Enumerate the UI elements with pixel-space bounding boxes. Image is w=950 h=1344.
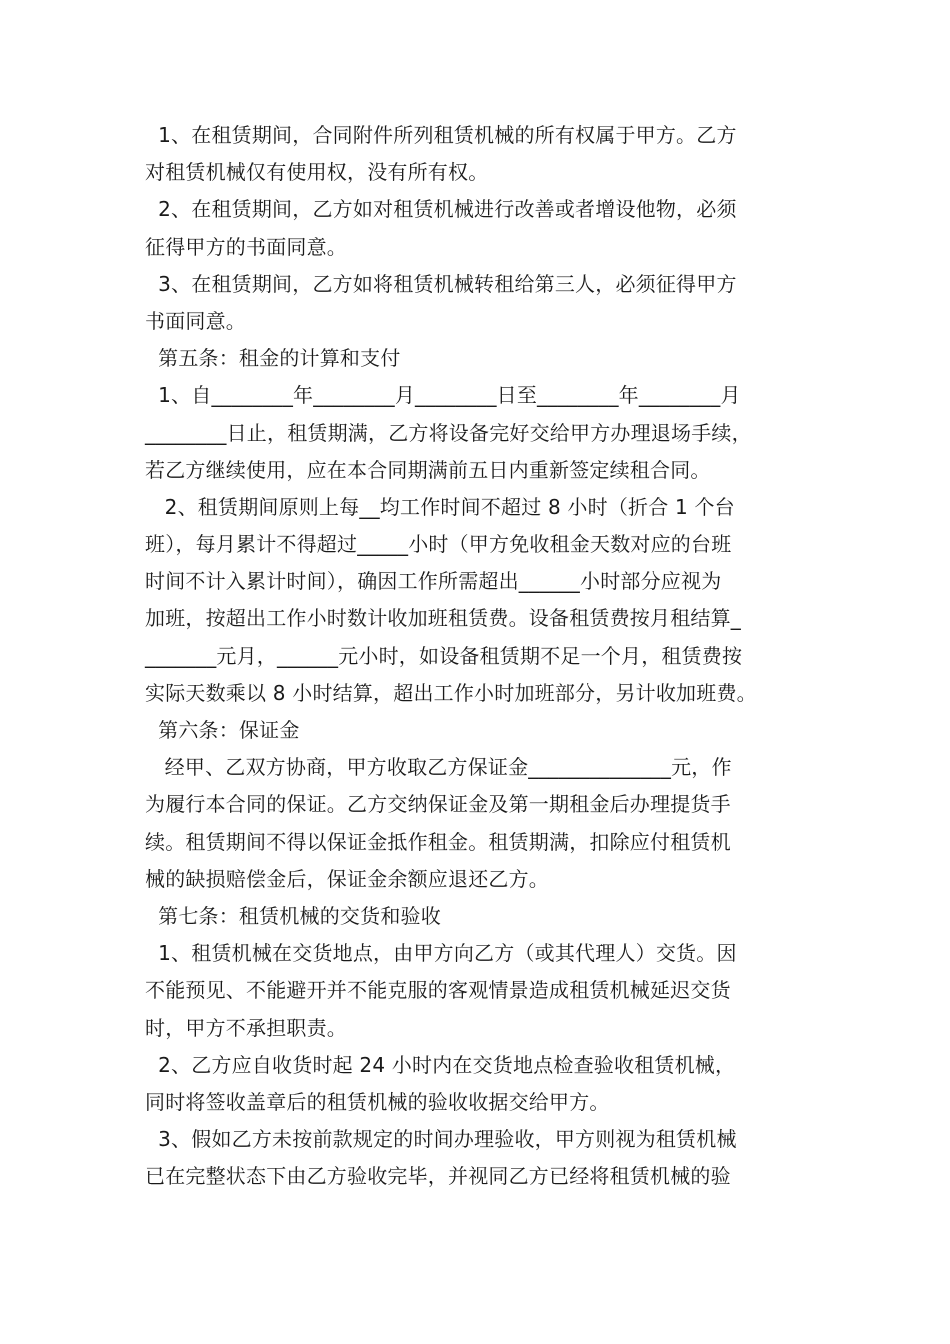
text-line: 征得甲方的书面同意。 [145, 234, 347, 259]
section-heading: 第七条：租赁机械的交货和验收 [145, 903, 441, 928]
text-line: 已在完整状态下由乙方验收完毕，并视同乙方已经将租赁机械的验 [145, 1164, 731, 1189]
text-line: 3、在租赁期间，乙方如将租赁机械转租给第三人，必须征得甲方 [145, 271, 737, 296]
text-line: 1、在租赁期间，合同附件所列租赁机械的所有权属于甲方。乙方 [145, 123, 737, 147]
text-line: 班），每月累计不得超过_____小时（甲方免收租金天数对应的台班 [145, 532, 732, 557]
text-line: _______元月，______元小时，如设备租赁期不足一个月，租赁费按 [145, 643, 743, 668]
text-line: ________日止，租赁期满，乙方将设备完好交给甲方办理退场手续， [145, 420, 752, 445]
text-line: 对租赁机械仅有使用权，没有所有权。 [145, 160, 489, 185]
text-line: 实际天数乘以 8 小时结算，超出工作小时加班部分，另计收加班费。 [145, 680, 757, 705]
text-line: 加班，按超出工作小时数计收加班租赁费。设备租赁费按月租结算_ [145, 606, 741, 631]
text-line: 续。租赁期间不得以保证金抵作租金。租赁期满，扣除应付租赁机 [145, 829, 731, 854]
text-line: 不能预见、不能避开并不能克服的客观情景造成租赁机械延迟交货 [145, 978, 731, 1003]
text-line: 2、在租赁期间，乙方如对租赁机械进行改善或者增设他物，必须 [145, 197, 737, 222]
text-line: 同时将签收盖章后的租赁机械的验收收据交给甲方。 [145, 1089, 610, 1114]
text-line: 书面同意。 [145, 308, 246, 333]
section-heading: 第六条：保证金 [145, 718, 300, 742]
text-line: 若乙方继续使用，应在本合同期满前五日内重新签定续租合同。 [145, 457, 711, 482]
text-line: 2、乙方应自收货时起 24 小时内在交货地点检查验收租赁机械， [145, 1052, 736, 1077]
text-line: 时间不计入累计时间），确因工作所需超出______小时部分应视为 [145, 569, 722, 594]
text-line: 经甲、乙双方协商，甲方收取乙方保证金______________元，作 [145, 755, 732, 780]
text-line: 时，甲方不承担职责。 [145, 1015, 347, 1040]
text-line: 2、租赁期间原则上每__均工作时间不超过 8 小时（折合 1 个台 [145, 494, 735, 519]
section-heading: 第五条：租金的计算和支付 [145, 346, 401, 371]
text-line: 械的缺损赔偿金后，保证金余额应退还乙方。 [145, 866, 549, 891]
text-line: 3、假如乙方未按前款规定的时间办理验收，甲方则视为租赁机械 [145, 1127, 737, 1152]
text-line: 为履行本合同的保证。乙方交纳保证金及第一期租金后办理提货手 [145, 792, 731, 817]
text-line: 1、租赁机械在交货地点，由甲方向乙方（或其代理人）交货。因 [145, 941, 737, 966]
text-line: 1、自________年________月________日至________年________月 [145, 383, 741, 408]
document-body [145, 117, 805, 1195]
